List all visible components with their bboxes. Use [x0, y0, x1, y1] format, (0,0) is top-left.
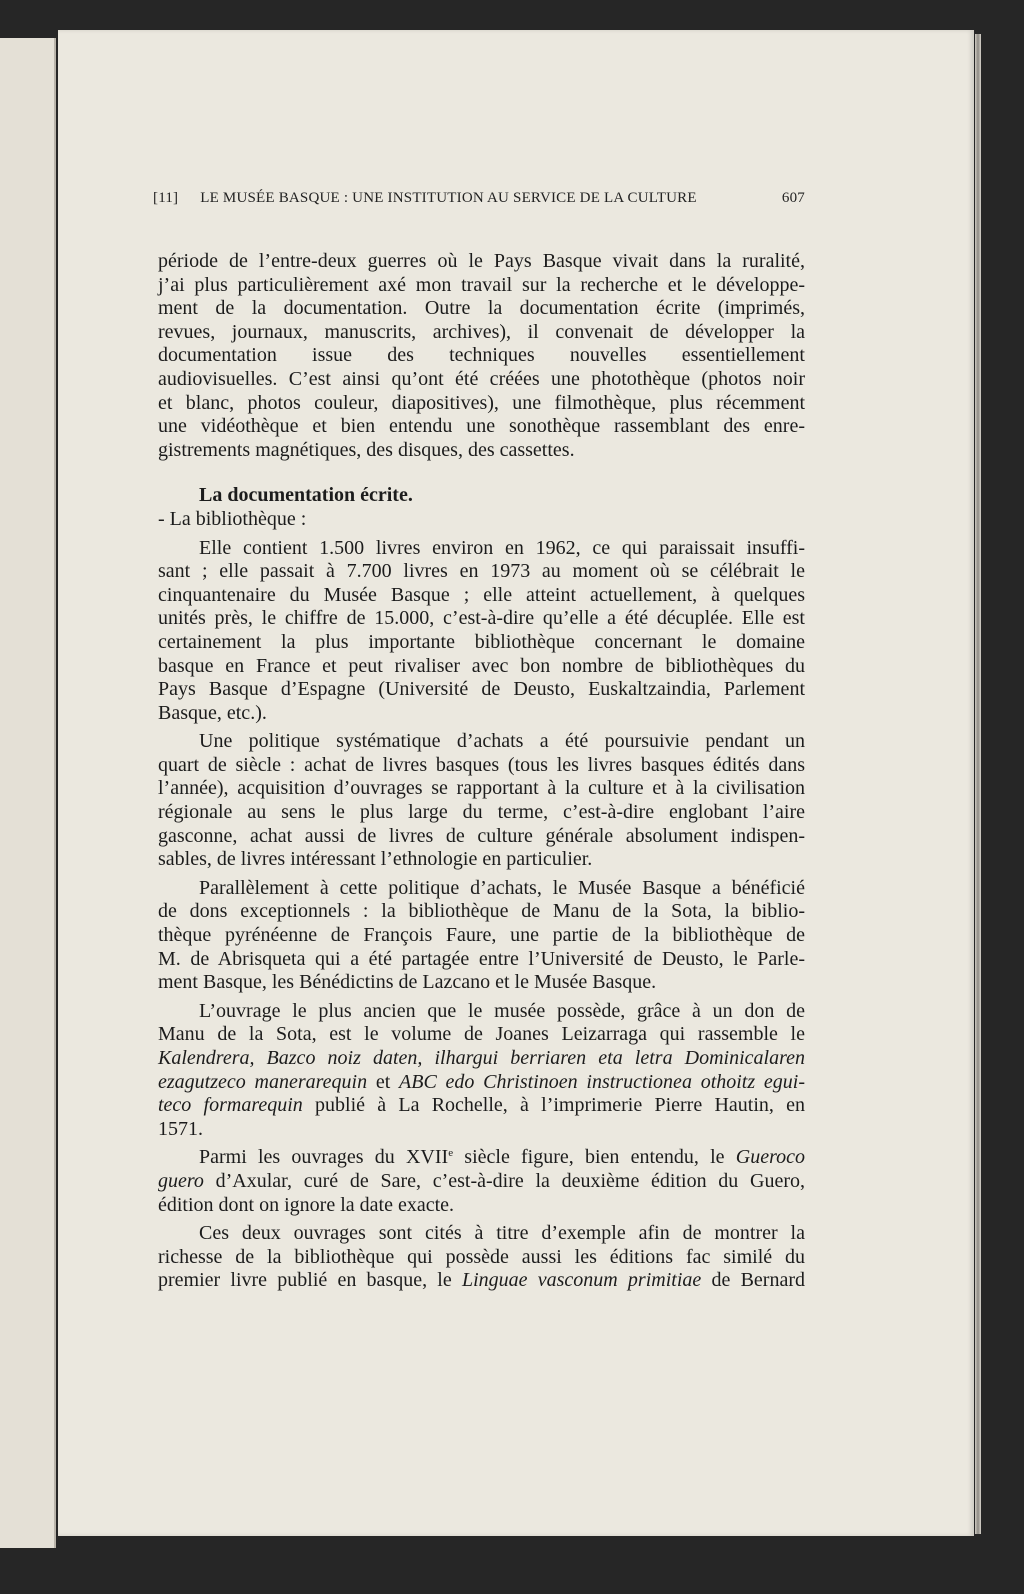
text-line: Manu de la Sota, est le volume de Joanes Leizarraga qui rassemble le	[158, 1023, 805, 1046]
text-line: une vidéothèque et bien entendu une sonothèque rassemblant des enre-	[158, 415, 805, 438]
text-line: période de l’entre-deux guerres où le Pays Basque vivait dans la ruralité,	[158, 250, 805, 272]
text-line: de dons exceptionnels : la bibliothèque de Manu de la Sota, la biblio-	[158, 900, 805, 923]
italic-title: Kalendrera, Bazco noiz daten, ilhargui berriaren eta letra Dominicalaren	[158, 1047, 805, 1069]
italic-title: guero	[158, 1169, 204, 1192]
text-line: Basque, etc.).	[158, 701, 267, 724]
text-line: Ces deux ouvrages sont cités à titre d’exemple afin de montrer la	[199, 1222, 805, 1245]
text-line: L’ouvrage le plus ancien que le musée possède, grâce à un don de	[199, 999, 805, 1022]
paragraph	[158, 250, 805, 462]
running-head	[153, 190, 805, 207]
text-line: guero d’Axular, curé de Sare, c’est-à-dire la deuxième édition du Guero,	[158, 1169, 805, 1192]
text-line: Parmi les ouvrages du XVIIe siècle figure, bien entendu, le Gueroco	[199, 1146, 805, 1169]
text-line	[158, 1047, 805, 1071]
text-line: richesse de la bibliothèque qui possède aussi les éditions fac similé du	[158, 1245, 805, 1268]
paragraph	[158, 537, 805, 726]
section-heading: La documentation écrite.	[199, 484, 413, 507]
paragraph	[158, 1222, 805, 1293]
section-number: [11]	[153, 190, 179, 206]
superscript: e	[448, 1147, 454, 1160]
italic-title: ezagutzeco manerarequin	[158, 1070, 368, 1093]
text-line: revues, journaux, manuscrits, archives), il convenait de développer la	[158, 320, 805, 343]
text-line: gistrements magnétiques, des disques, des cassettes.	[158, 438, 575, 461]
text-line: ment de la documentation. Outre la documentation écrite (imprimés,	[158, 297, 805, 320]
paragraph	[158, 730, 805, 872]
text-line: édition dont on ignore la date exacte.	[158, 1193, 455, 1216]
text-line: Une politique systématique d’achats a été poursuivie pendant un	[199, 730, 805, 753]
paragraph	[158, 877, 805, 995]
body-text	[158, 250, 805, 1293]
text-line: documentation issue des techniques nouvelles essentiellement	[158, 344, 805, 367]
text-line: certainement la plus importante bibliothèque concernant le domaine	[158, 630, 805, 653]
text-line: teco formarequin publié à La Rochelle, à l’imprimerie Pierre Hautin, en	[158, 1094, 805, 1117]
text-line: sant ; elle passait à 7.700 livres en 1973 au moment où se célébrait le	[158, 560, 805, 583]
italic-title: ABC edo Christinoen instructionea othoitz egui-	[399, 1070, 805, 1093]
text-line: j’ai plus particulièrement axé mon travail sur la recherche et le développe-	[158, 273, 805, 296]
text-line: M. de Abrisqueta qui a été partagée entre l’Université de Deusto, le Parle-	[158, 947, 805, 970]
running-title: LE MUSÉE BASQUE : UNE INSTITUTION AU SERVICE DE LA CULTURE	[200, 190, 697, 206]
paragraph	[158, 1146, 805, 1217]
text-line: ment Basque, les Bénédictins de Lazcano et le Musée Basque.	[158, 971, 657, 994]
text-line: régionale au sens le plus large du terme, c’est-à-dire englobant l’aire	[158, 801, 805, 824]
text-line: l’année), acquisition d’ouvrages se rapportant à la culture et à la civilisation	[158, 777, 805, 800]
text-line: gasconne, achat aussi de livres de culture générale absolument indispen-	[158, 824, 805, 847]
text-line: 1571.	[158, 1117, 203, 1140]
italic-title: Linguae vasconum primitiae	[461, 1269, 702, 1292]
text-line: Elle contient 1.500 livres environ en 1962, ce qui paraissait insuffi-	[199, 536, 805, 559]
text-line: Pays Basque d’Espagne (Université de Deusto, Euskaltzaindia, Parlement	[158, 678, 805, 701]
text-line: sables, de livres intéressant l’ethnologie en particulier.	[158, 848, 593, 871]
text-line: ezagutzeco manerarequin et ABC edo Christinoen instructionea othoitz egui-	[158, 1070, 805, 1093]
text-line: Parallèlement à cette politique d’achats, le Musée Basque a bénéficié	[199, 876, 805, 899]
text-line: et blanc, photos couleur, diapositives), une filmothèque, plus récemment	[158, 391, 805, 414]
text-line: unités près, le chiffre de 15.000, c’est-à-dire qu’elle a été décuplée. Elle est	[158, 607, 805, 630]
page-stack-edge	[975, 34, 981, 1534]
text-line: basque en France et peut rivaliser avec bon nombre de bibliothèques du	[158, 654, 805, 677]
text-line: quart de siècle : achat de livres basques (tous les livres basques édités dans	[158, 753, 805, 776]
subsection-heading: - La bibliothèque :	[158, 507, 307, 530]
text-line: cinquantenaire du Musée Basque ; elle atteint actuellement, à quelques	[158, 583, 805, 606]
facing-page-edge	[0, 38, 56, 1548]
text-line: thèque pyrénéenne de François Faure, une partie de la bibliothèque de	[158, 924, 805, 947]
paragraph	[158, 1000, 805, 1142]
italic-title: Gueroco	[735, 1146, 805, 1169]
page-number: 607	[781, 190, 805, 206]
text-line: audiovisuelles. C’est ainsi qu’ont été créées une photothèque (photos noir	[158, 367, 805, 390]
text-line: premier livre publié en basque, le Linguae vasconum primitiae de Bernard	[158, 1269, 805, 1292]
italic-title: teco formarequin	[158, 1094, 303, 1117]
